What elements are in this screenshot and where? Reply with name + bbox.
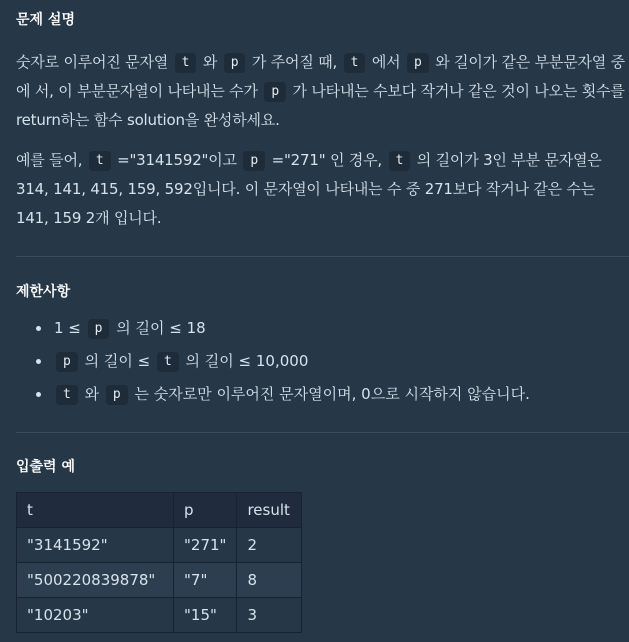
- text-segment: 와: [79, 385, 104, 403]
- table-cell: "500220839878": [17, 563, 174, 598]
- column-header-p: p: [174, 493, 237, 528]
- table-row: [17, 528, 302, 563]
- table-cell: 2: [237, 528, 302, 563]
- text-segment: 1 ≤: [54, 319, 86, 337]
- text-segment: 의 길이가 3인 부분 문자열은 314, 141, 415, 159, 592입니다. 이 문자열이 나타내는 수 중 271보다 작거나 같은 수는 141, 159 2개 입니다.: [16, 151, 602, 227]
- table-row: [17, 598, 302, 633]
- inline-code: t: [175, 53, 197, 73]
- text-segment: 는 숫자로만 이루어진 문자열이며, 0으로 시작하지 않습니다.: [129, 385, 530, 403]
- constraints-heading: 제한사항: [16, 284, 71, 300]
- list-item: [16, 312, 616, 345]
- column-header-t: t: [17, 493, 174, 528]
- text-segment: 의 길이 ≤: [79, 352, 155, 370]
- table-cell: "271": [174, 528, 237, 563]
- text-segment: 와: [198, 53, 222, 71]
- inline-code: t: [344, 53, 366, 73]
- list-item: [16, 378, 616, 411]
- text-segment: 숫자로 이루어진 문자열: [16, 53, 173, 71]
- table-cell: 8: [237, 563, 302, 598]
- problem-description-paragraph: [16, 48, 628, 135]
- table-cell: "15": [174, 598, 237, 633]
- bullet-icon: [36, 326, 41, 331]
- table-row: [17, 563, 302, 598]
- inline-code: p: [407, 53, 429, 73]
- text-segment: 가 나타내는 수보다 작거나 같은 것이 나오는 횟수를 return하는 함수 solution을 완성하세요.: [16, 82, 625, 129]
- text-segment: ="3141592"이고: [112, 151, 242, 169]
- table-cell: 3: [237, 598, 302, 633]
- table-header-row: [17, 493, 302, 528]
- bullet-icon: [36, 359, 41, 364]
- section-divider: [16, 432, 629, 433]
- inline-code: t: [56, 385, 78, 405]
- bullet-icon: [36, 392, 41, 397]
- text-segment: 와 길이가 같은 부분문자열 중에 서, 이 부분문자열이 나타내는 수가: [16, 53, 625, 100]
- examples-heading: 입출력 예: [16, 459, 75, 475]
- text-segment: 의 길이 ≤ 18: [111, 319, 206, 337]
- inline-code: p: [56, 352, 78, 372]
- text-segment: 에서: [367, 53, 405, 71]
- column-header-result: result: [237, 493, 302, 528]
- problem-description-heading: 문제 설명: [16, 12, 75, 28]
- text-segment: 가 주어질 때,: [247, 53, 342, 71]
- table-cell: "10203": [17, 598, 174, 633]
- inline-code: p: [88, 319, 110, 339]
- examples-table: [16, 492, 302, 633]
- table-cell: "3141592": [17, 528, 174, 563]
- inline-code: t: [89, 151, 111, 171]
- table-cell: "7": [174, 563, 237, 598]
- text-segment: 의 길이 ≤ 10,000: [180, 352, 309, 370]
- text-segment: 예를 들어,: [16, 151, 87, 169]
- inline-code: p: [243, 151, 265, 171]
- inline-code: t: [389, 151, 411, 171]
- text-segment: ="271" 인 경우,: [267, 151, 387, 169]
- problem-example-paragraph: [16, 146, 628, 233]
- inline-code: p: [224, 53, 246, 73]
- inline-code: t: [157, 352, 179, 372]
- list-item: [16, 345, 616, 378]
- constraints-list: [16, 312, 616, 411]
- inline-code: p: [106, 385, 128, 405]
- inline-code: p: [264, 82, 286, 102]
- section-divider: [16, 256, 629, 257]
